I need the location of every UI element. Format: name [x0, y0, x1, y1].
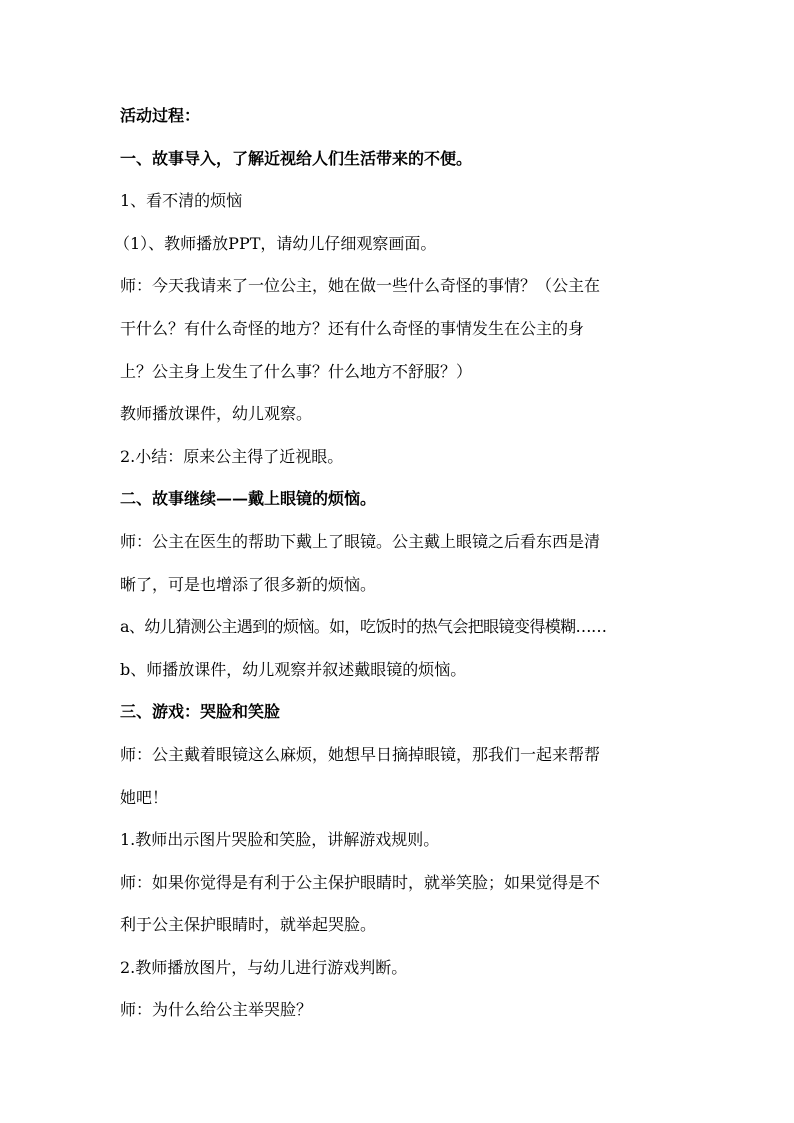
paragraph-line: 师：今天我请来了一位公主，她在做一些什么奇怪的事情？（公主在: [120, 276, 601, 296]
paragraph-line: 师：为什么给公主举哭脸？: [120, 1000, 313, 1020]
paragraph-line: 1、看不清的烦恼: [120, 191, 243, 211]
paragraph-line: b、师播放课件，幼儿观察并叙述戴眼镜的烦恼。: [120, 659, 467, 679]
paragraph-line: 她吧！: [120, 787, 169, 807]
paragraph-line: 晰了，可是也增添了很多新的烦恼。: [120, 574, 377, 594]
paragraph-line: 师：公主戴着眼镜这么麻烦，她想早日摘掉眼镜，那我们一起来帮帮: [120, 744, 601, 764]
section-heading: 一、故事导入，了解近视给人们生活带来的不便。: [120, 148, 473, 168]
paragraph-line: 2.教师播放图片，与幼儿进行游戏判断。: [120, 957, 408, 977]
section-heading: 三、游戏：哭脸和笑脸: [120, 702, 281, 722]
document-page: [114, 103, 680, 1040]
paragraph-line: 1.教师出示图片哭脸和笑脸，讲解游戏规则。: [120, 830, 440, 850]
paragraph-line: （1）、教师播放PPT，请幼儿仔细观察画面。: [114, 233, 437, 253]
paragraph-line: 师：如果你觉得是有利于公主保护眼睛时，就举笑脸；如果觉得是不: [120, 872, 601, 892]
paragraph-line: 干什么？有什么奇怪的地方？还有什么奇怪的事情发生在公主的身: [120, 318, 585, 338]
paragraph-line: a、幼儿猜测公主遇到的烦恼。如，吃饭时的热气会把眼镜变得模糊……: [120, 617, 607, 637]
paragraph-line: 2.小结：原来公主得了近视眼。: [120, 446, 344, 466]
section-heading: 活动过程：: [120, 106, 201, 125]
section-heading: 二、故事继续——戴上眼镜的烦恼。: [120, 489, 377, 509]
paragraph-line: 师：公主在医生的帮助下戴上了眼镜。公主戴上眼镜之后看东西是清: [120, 531, 601, 551]
paragraph-line: 教师播放课件，幼儿观察。: [120, 404, 313, 424]
paragraph-line: 利于公主保护眼睛时，就举起哭脸。: [120, 915, 377, 935]
paragraph-line: 上？公主身上发生了什么事？什么地方不舒服？）: [120, 361, 473, 381]
